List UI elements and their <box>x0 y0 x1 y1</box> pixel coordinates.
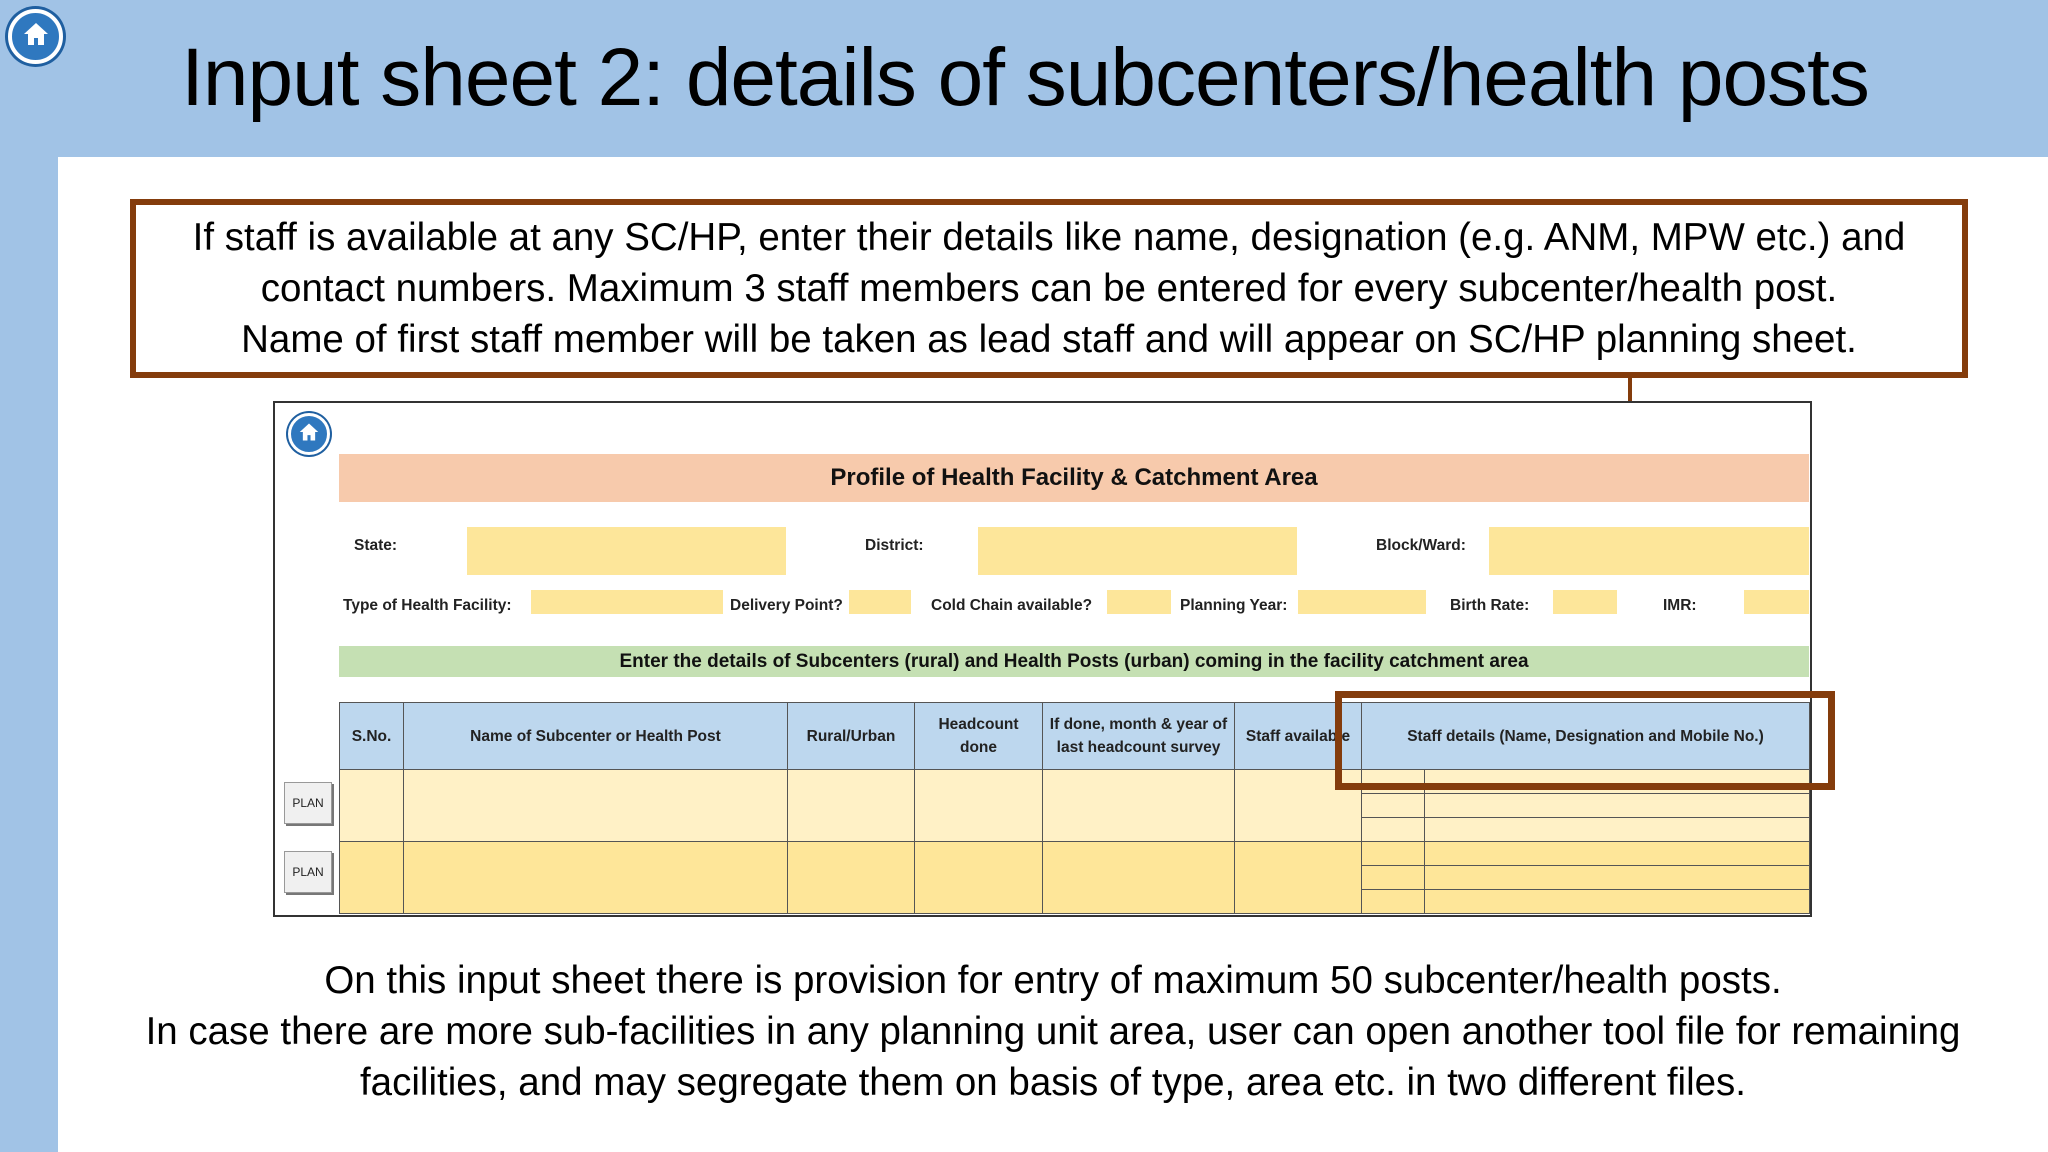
planning-year-label: Planning Year: <box>1180 597 1288 614</box>
cold-chain-field[interactable] <box>1107 590 1171 614</box>
staff-details-highlight <box>1335 691 1835 790</box>
facility-type-label: Type of Health Facility: <box>343 597 512 614</box>
plan-button[interactable]: PLAN <box>284 782 332 824</box>
column-header-name: Name of Subcenter or Health Post <box>404 703 788 770</box>
cold-chain-label: Cold Chain available? <box>931 597 1093 614</box>
facility-type-field[interactable] <box>531 590 723 614</box>
birth-rate-field[interactable] <box>1553 590 1617 614</box>
state-field[interactable] <box>467 527 786 575</box>
birth-rate-label: Birth Rate: <box>1450 597 1530 614</box>
imr-field[interactable] <box>1744 590 1809 614</box>
cell-sno[interactable] <box>340 842 404 914</box>
column-header-survey-line1: If done, month & year of <box>1049 716 1228 733</box>
column-header-survey-line2: last headcount survey <box>1056 739 1221 756</box>
sheet-home-button[interactable] <box>288 413 330 455</box>
block-ward-field[interactable] <box>1489 527 1809 575</box>
cell-headcount[interactable] <box>915 842 1043 914</box>
cell-name[interactable] <box>404 770 788 842</box>
bottom-note-line: On this input sheet there is provision for entry of maximum 50 subcenter/health posts. <box>324 959 1782 1002</box>
cell-survey[interactable] <box>1043 770 1235 842</box>
callout-line: Name of first staff member will be taken as lead staff and will appear on SC/HP planning sheet. <box>241 318 1857 361</box>
instruction-callout <box>130 199 1968 378</box>
column-header-survey <box>1043 703 1235 770</box>
column-header-rural-urban: Rural/Urban <box>788 703 915 770</box>
instruction-banner: Enter the details of Subcenters (rural) and Health Posts (urban) coming in the facility catchment area <box>339 646 1809 677</box>
bottom-note <box>58 955 2048 1108</box>
callout-line: contact numbers. Maximum 3 staff members can be entered for every subcenter/health post. <box>260 267 1838 310</box>
plan-button[interactable]: PLAN <box>284 851 332 893</box>
delivery-point-field[interactable] <box>849 590 911 614</box>
state-label: State: <box>354 537 398 554</box>
bottom-note-line: In case there are more sub-facilities in any planning unit area, user can open another tool file for remaining <box>145 1010 1961 1053</box>
cell-name[interactable] <box>404 842 788 914</box>
cell-rural-urban[interactable] <box>788 770 915 842</box>
cell-staff-details[interactable] <box>1362 842 1810 914</box>
spreadsheet-preview <box>273 401 1812 917</box>
column-header-headcount-line1: Headcount <box>938 716 1019 733</box>
cell-rural-urban[interactable] <box>788 842 915 914</box>
bottom-note-line: facilities, and may segregate them on basis of type, area etc. in two different files. <box>359 1061 1747 1104</box>
cell-headcount[interactable] <box>915 770 1043 842</box>
table-row <box>340 842 1810 914</box>
district-label: District: <box>865 537 924 554</box>
slide-title: Input sheet 2: details of subcenters/health posts <box>181 32 1869 123</box>
home-icon <box>298 422 320 447</box>
column-header-sno: S.No. <box>340 703 404 770</box>
district-field[interactable] <box>978 527 1297 575</box>
column-header-headcount <box>915 703 1043 770</box>
cell-staff-available[interactable] <box>1235 842 1362 914</box>
column-header-staff-available: Staff available <box>1235 703 1362 770</box>
home-icon <box>22 21 50 52</box>
imr-label: IMR: <box>1663 597 1697 614</box>
column-header-staff-details: Staff details (Name, Designation and Mobile No.) <box>1362 703 1810 770</box>
cell-sno[interactable] <box>340 770 404 842</box>
sheet-header: Profile of Health Facility & Catchment Area <box>339 454 1809 502</box>
cell-survey[interactable] <box>1043 842 1235 914</box>
block-ward-label: Block/Ward: <box>1376 537 1466 554</box>
planning-year-field[interactable] <box>1298 590 1426 614</box>
column-header-headcount-line2: done <box>959 739 998 756</box>
callout-line: If staff is available at any SC/HP, enter their details like name, designation (e.g. ANM, MPW etc.) and <box>192 216 1906 259</box>
home-button[interactable] <box>8 9 63 64</box>
delivery-point-label: Delivery Point? <box>730 597 843 614</box>
